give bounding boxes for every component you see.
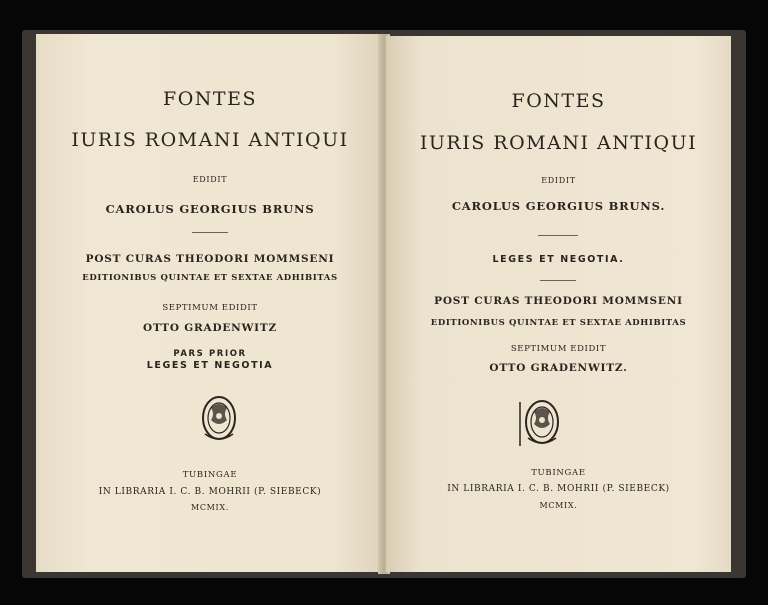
right-editor: CAROLUS GEORGIUS BRUNS. — [451, 199, 666, 213]
right-edidit: EDIDIT — [541, 176, 576, 185]
right-reviser: OTTO GRADENWITZ. — [489, 362, 628, 374]
right-year: MCMIX. — [539, 501, 578, 510]
left-post-curas: POST CURAS THEODORI MOMMSENI — [85, 253, 335, 265]
left-editionibus: EDITIONIBUS QUINTAE ET SEXTAE ADHIBITAS — [82, 273, 338, 283]
right-rule-top — [538, 235, 578, 236]
right-place: TUBINGAE — [531, 468, 586, 478]
left-page — [36, 34, 384, 572]
right-page — [386, 36, 731, 572]
publisher-device-icon — [516, 398, 562, 448]
left-rule — [192, 232, 228, 233]
left-year: MCMIX. — [190, 503, 230, 512]
left-septimum: SEPTIMUM EDIDIT — [162, 303, 258, 313]
right-title-line1: FONTES — [511, 90, 606, 112]
left-title-line1: FONTES — [163, 88, 257, 110]
left-edidit: EDIDIT — [192, 175, 228, 184]
left-subtitle: LEGES ET NEGOTIA — [146, 360, 274, 371]
right-publisher: IN LIBRARIA I. C. B. MOHRII (P. SIEBECK) — [447, 484, 670, 494]
right-editionibus: EDITIONIBUS QUINTAE ET SEXTAE ADHIBITAS — [430, 318, 687, 328]
right-title-line2: IURIS ROMANI ANTIQUI — [419, 132, 698, 154]
left-publisher: IN LIBRARIA I. C. B. MOHRII (P. SIEBECK) — [98, 487, 322, 497]
left-place: TUBINGAE — [182, 470, 238, 480]
right-subtitle: LEGES ET NEGOTIA. — [492, 254, 625, 265]
left-pars: PARS PRIOR — [173, 349, 247, 359]
publisher-device-icon — [199, 394, 239, 442]
right-rule-bottom — [540, 280, 576, 281]
right-post-curas: POST CURAS THEODORI MOMMSENI — [434, 295, 683, 307]
right-septimum: SEPTIMUM EDIDIT — [510, 344, 607, 354]
left-editor: CAROLUS GEORGIUS BRUNS — [105, 202, 315, 216]
left-title-line2: IURIS ROMANI ANTIQUI — [71, 129, 349, 151]
left-reviser: OTTO GRADENWITZ — [143, 322, 277, 334]
